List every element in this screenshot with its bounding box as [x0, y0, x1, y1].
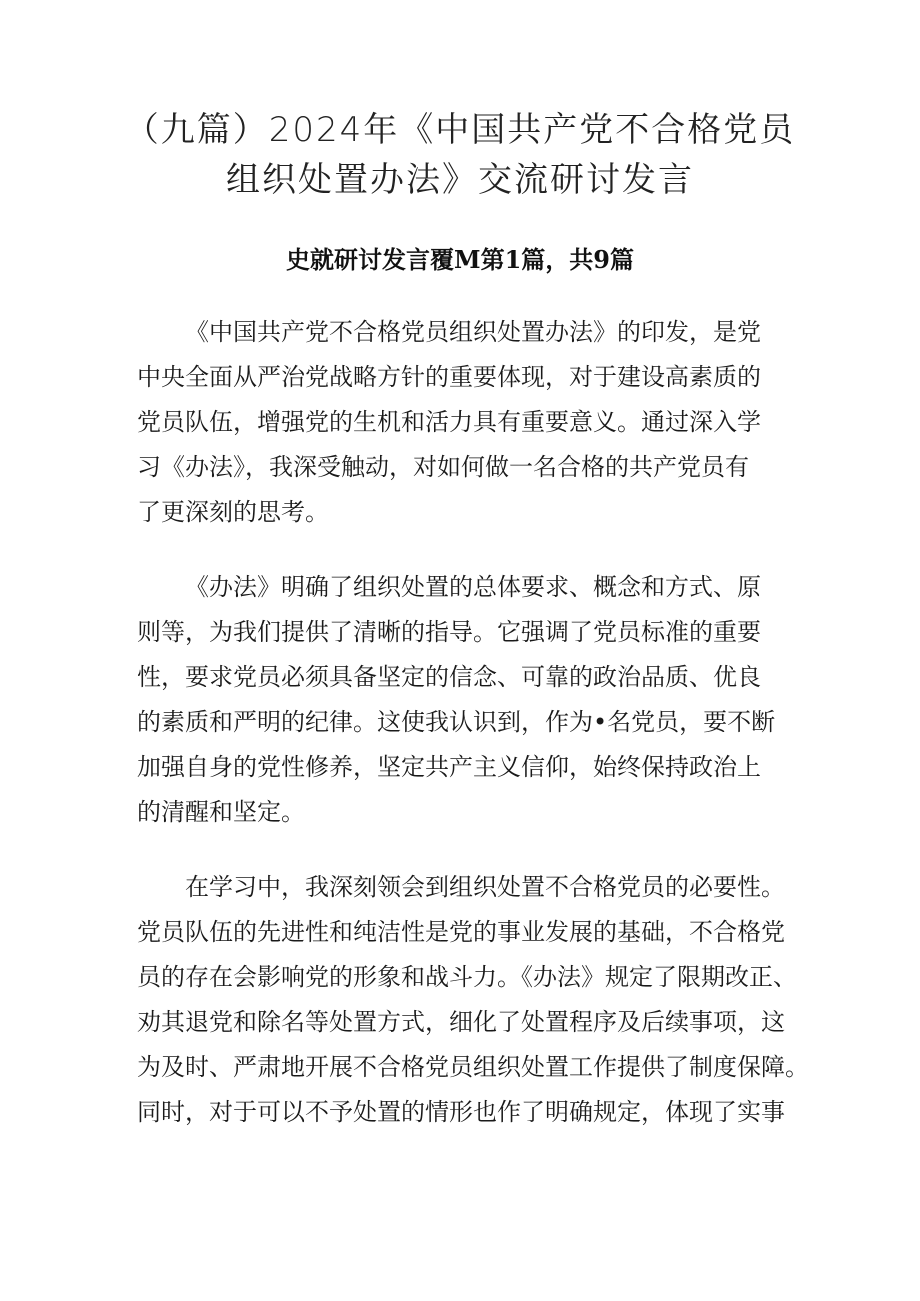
paragraph-line: 为及时、严肃地开展不合格党员组织处置工作提供了制度保障。: [137, 1053, 809, 1081]
paragraph-line: 在学习中，我深刻领会到组织处置不合格党员的必要性。: [185, 873, 785, 901]
paragraph-line: 中央全面从严治党战略方针的重要体现，对于建设高素质的: [137, 363, 761, 391]
paragraph-line: 的素质和严明的纪律。这使我认识到，作为•名党员，要不断: [137, 708, 776, 736]
paragraph-line: 《中国共产党不合格党员组织处置办法》的印发，是党: [185, 318, 761, 346]
paragraph-line: 加强自身的党性修养，坚定共产主义信仰，始终保持政治上: [137, 753, 761, 781]
paragraph-2: [137, 565, 809, 835]
document-title-line-2: 组织处置办法》交流研讨发言: [226, 160, 694, 200]
paragraph-line: 性，要求党员必须具备坚定的信念、可靠的政治品质、优良: [137, 663, 761, 691]
paragraph-line: 劝其退党和除名等处置方式，细化了处置程序及后续事项，这: [137, 1008, 785, 1036]
paragraph-line: 习《办法》，我深受触动，对如何做一名合格的共产党员有: [137, 453, 749, 481]
paragraph-line: 则等，为我们提供了清晰的指导。它强调了党员标准的重要: [137, 618, 761, 646]
document-title-line-1: （九篇）2024年《中国共产党不合格党员: [124, 110, 796, 150]
paragraph-line: 党员队伍，增强党的生机和活力具有重要意义。通过深入学: [137, 408, 761, 436]
paragraph-line: 员的存在会影响党的形象和战斗力。《办法》规定了限期改正、: [137, 963, 797, 991]
paragraph-line: 党员队伍的先进性和纯洁性是党的事业发展的基础，不合格党: [137, 918, 785, 946]
document-subtitle: 史就研讨发言覆M第1篇，共9篇: [286, 245, 634, 274]
paragraph-line: 《办法》明确了组织处置的总体要求、概念和方式、原: [185, 573, 761, 601]
paragraph-line: 同时，对于可以不予处置的情形也作了明确规定，体现了实事: [137, 1098, 785, 1126]
paragraph-line: 的清醒和坚定。: [137, 798, 305, 826]
paragraph-line: 了更深刻的思考。: [137, 498, 329, 526]
paragraph-1: [137, 310, 809, 535]
paragraph-3: [137, 865, 809, 1135]
